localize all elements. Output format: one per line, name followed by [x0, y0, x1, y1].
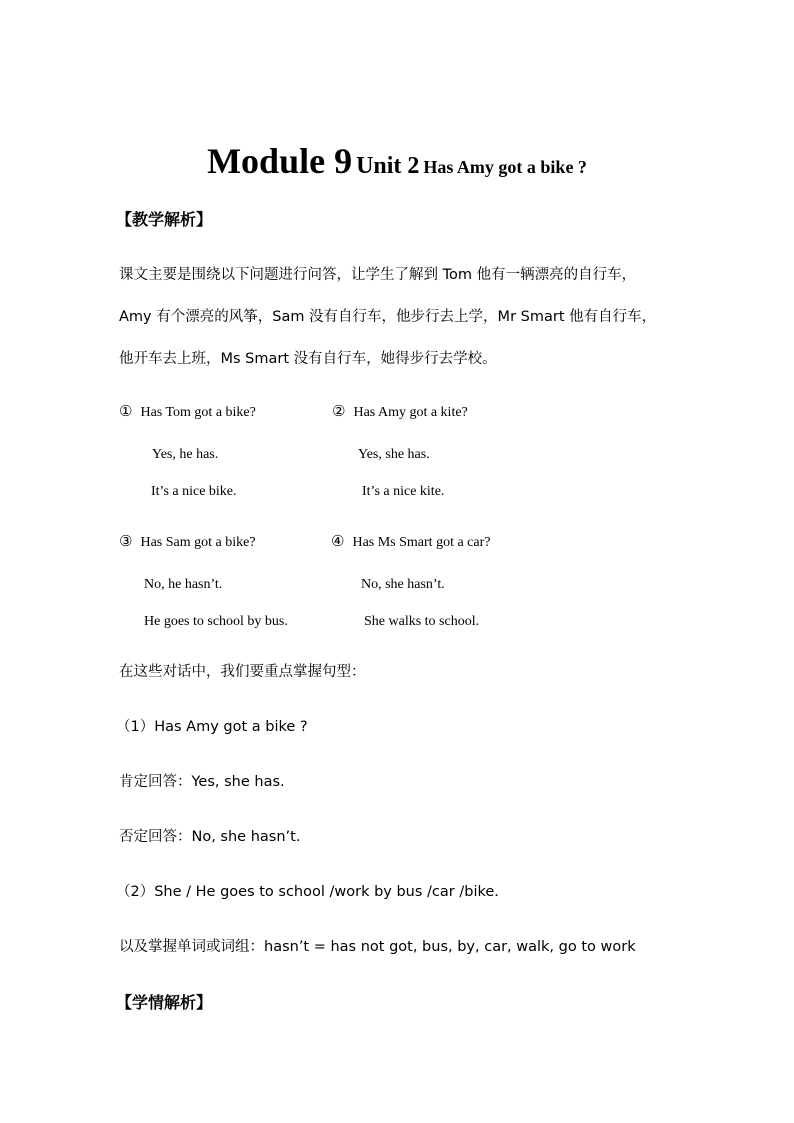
negative-answer: 否定回答：No, she hasn’t. — [119, 829, 301, 845]
vocabulary-line: 以及掌握单词或词组：hasn’t = has not got, bus, by, car, walk, go to work — [119, 939, 636, 955]
dialog-3-answer-1: No, he hasn’t. — [144, 577, 223, 592]
number-4-icon: ④ — [331, 532, 345, 550]
title-lesson: Has Amy got a bike ? — [423, 157, 587, 177]
dialog-4-answer-1: No, she hasn’t. — [361, 577, 445, 592]
page-title — [0, 140, 794, 182]
section-heading-teaching: 【教学解析】 — [116, 210, 213, 229]
intro-line-1: 课文主要是围绕以下问题进行问答，让学生了解到 Tom 他有一辆漂亮的自行车， — [119, 267, 637, 283]
dialog-3-question: ③ Has Sam got a bike? — [119, 532, 256, 550]
number-2-icon: ② — [332, 402, 346, 420]
number-1-icon: ① — [119, 402, 133, 420]
title-unit: Unit 2 — [356, 153, 420, 179]
focus-text: 在这些对话中，我们要重点掌握句型： — [119, 664, 366, 680]
dialog-2-answer-1: Yes, she has. — [358, 447, 430, 462]
intro-line-2: Amy 有个漂亮的风筝，Sam 没有自行车，他步行去上学，Mr Smart 他有自行车， — [119, 309, 657, 325]
pattern-1: （1）Has Amy got a bike ? — [116, 719, 308, 735]
dialog-1-answer-2: It’s a nice bike. — [151, 484, 237, 499]
dialog-2-answer-2: It’s a nice kite. — [362, 484, 445, 499]
title-module: Module 9 — [207, 141, 353, 181]
dialog-1-question: ① Has Tom got a bike? — [119, 402, 256, 420]
intro-line-3: 他开车去上班，Ms Smart 没有自行车，她得步行去学校。 — [119, 351, 497, 367]
dialog-2-question: ② Has Amy got a kite? — [332, 402, 468, 420]
dialog-3-answer-2: He goes to school by bus. — [144, 614, 288, 629]
dialog-1-answer-1: Yes, he has. — [152, 447, 219, 462]
dialog-4-question: ④ Has Ms Smart got a car? — [331, 532, 491, 550]
number-3-icon: ③ — [119, 532, 133, 550]
dialog-4-answer-2: She walks to school. — [364, 614, 480, 629]
pattern-2: （2）She / He goes to school /work by bus /car /bike. — [116, 884, 499, 900]
positive-answer: 肯定回答：Yes, she has. — [119, 774, 285, 790]
section-heading-students: 【学情解析】 — [116, 993, 213, 1012]
